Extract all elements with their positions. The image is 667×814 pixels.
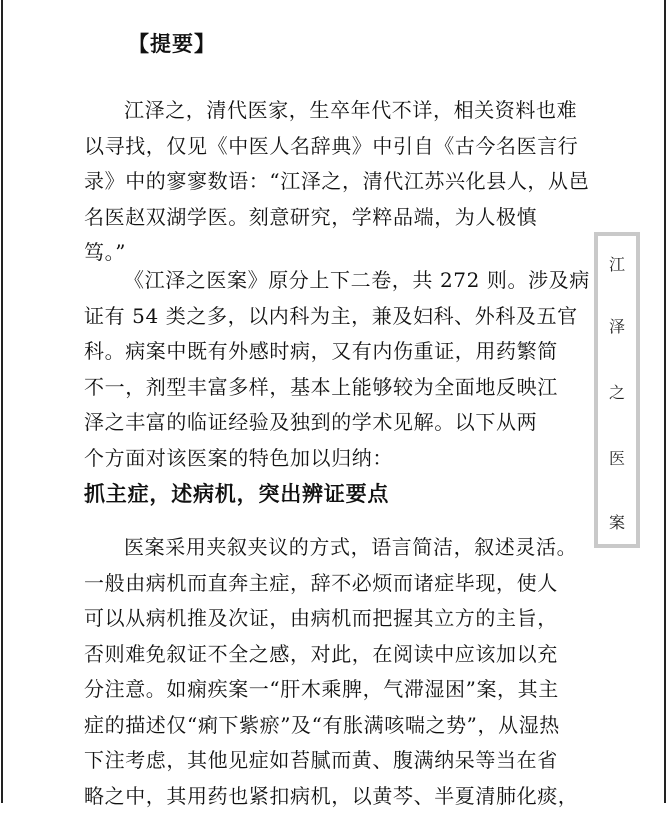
paragraph-line: 一般由病机而直奔主症，辞不必烦而诸症毕现，使人 (84, 566, 584, 602)
page-right-border (664, 0, 666, 803)
paragraph-line: 下注考虑，其他见症如苔腻而黄、腹满纳呆等当在省 (84, 743, 584, 779)
paragraph-line: 可以从病机推及次证，由病机而把握其立方的主旨， (84, 601, 584, 637)
paragraph-line: 泽之丰富的临证经验及独到的学术见解。以下从两 (84, 405, 584, 441)
side-tab-book-title (594, 232, 640, 548)
paragraph-line: 略之中，其用药也紧扣病机，以黄芩、半夏清肺化痰， (84, 779, 584, 814)
paragraph-line: 江泽之，清代医家，生卒年代不详，相关资料也难 (84, 93, 584, 129)
paragraph-line: 否则难免叙证不全之感，对此，在阅读中应该加以充 (84, 637, 584, 673)
paragraph-body (84, 530, 584, 814)
subheading: 抓主症，述病机，突出辨证要点 (84, 478, 389, 508)
paragraph-line: 不一，剂型丰富多样，基本上能够较为全面地反映江 (84, 370, 584, 406)
paragraph-intro (84, 93, 584, 271)
side-tab-char: 医 (598, 446, 636, 469)
paragraph-line: 个方面对该医案的特色加以归纳： (84, 441, 584, 477)
paragraph-overview (84, 263, 584, 476)
paragraph-line: 《江泽之医案》原分上下二卷，共 272 则。涉及病 (84, 263, 584, 299)
paragraph-line: 以寻找，仅见《中医人名辞典》中引自《古今名医言行 (84, 129, 584, 165)
page-left-border (1, 0, 3, 803)
paragraph-line: 医案采用夹叙夹议的方式，语言简洁，叙述灵活。 (84, 530, 584, 566)
paragraph-line: 科。病案中既有外感时病，又有内伤重证，用药繁简 (84, 334, 584, 370)
side-tab-char: 江 (598, 252, 636, 275)
paragraph-line: 证有 54 类之多，以内科为主，兼及妇科、外科及五官 (84, 299, 584, 335)
paragraph-line: 分注意。如痫疾案一“肝木乘脾，气滞湿困”案，其主 (84, 672, 584, 708)
side-tab-char: 之 (598, 380, 636, 403)
paragraph-line: 名医赵双湖学医。刻意研究，学粹品端，为人极慎 (84, 200, 584, 236)
section-label: 【提要】 (128, 28, 216, 58)
paragraph-line: 录》中的寥寥数语：“江泽之，清代江苏兴化县人，从邑 (84, 164, 584, 200)
side-tab-char: 案 (598, 510, 636, 533)
paragraph-line: 笃。” (84, 235, 584, 271)
paragraph-line: 症的描述仅“痢下紫瘀”及“有胀满咳喘之势”，从湿热 (84, 708, 584, 744)
side-tab-char: 泽 (598, 314, 636, 337)
